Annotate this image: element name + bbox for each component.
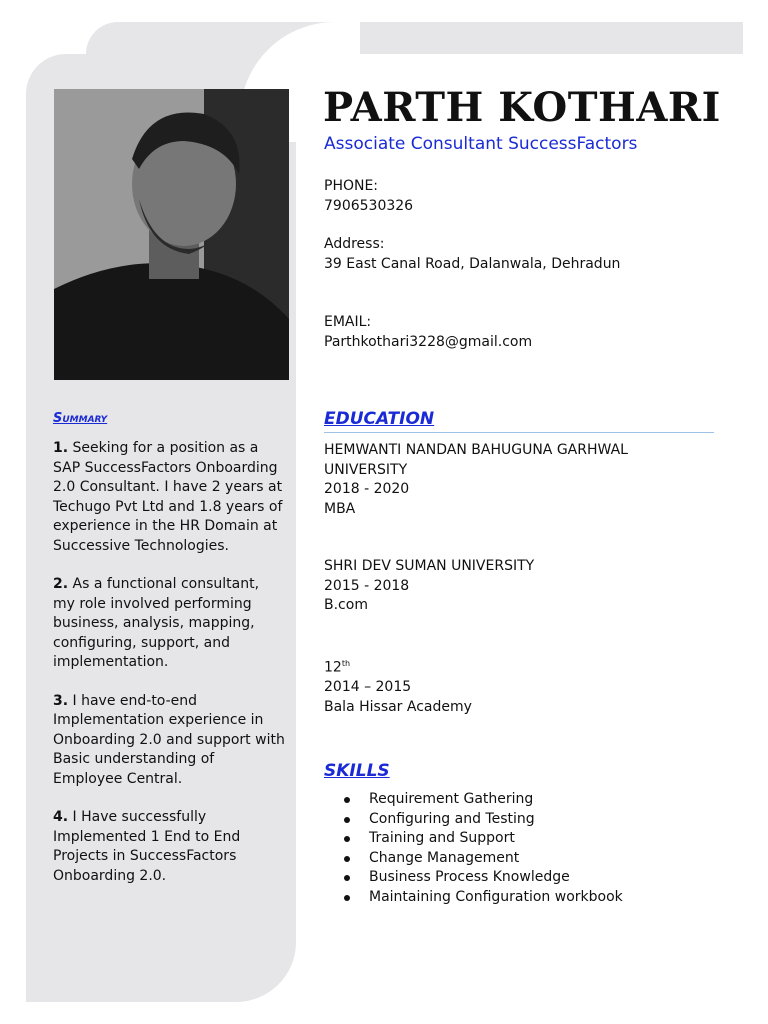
skill-label: Requirement Gathering xyxy=(369,791,534,807)
bullet-icon xyxy=(344,797,350,803)
summary-item-text: I have end-to-end Implementation experience in Onboarding 2.0 and support with Basic understanding of Employee Central. xyxy=(53,692,285,787)
summary-item-text: Seeking for a position as a SAP SuccessFactors Onboarding 2.0 Consultant. I have 2 years at Techugo Pvt Ltd and 1.8 years of experience in the HR Domain at Successive Technologies. xyxy=(53,440,283,554)
skill-item xyxy=(344,868,623,888)
skills-heading: SKILLS xyxy=(324,761,390,781)
bullet-icon xyxy=(344,895,350,901)
summary-item-text: As a functional consultant, my role involved performing business, analysis, mapping, configuring, support, and implementation. xyxy=(53,576,260,670)
profile-photo xyxy=(54,89,289,380)
skill-item xyxy=(344,829,623,849)
person-silhouette-icon xyxy=(54,89,289,380)
education-heading: EDUCATION xyxy=(324,409,435,429)
education-divider xyxy=(324,432,714,433)
summary-item xyxy=(53,575,285,673)
job-title: Associate Consultant SuccessFactors xyxy=(324,134,638,154)
skill-label: Configuring and Testing xyxy=(369,810,535,827)
address-label: Address: xyxy=(324,236,385,252)
phone-value: 7906530326 xyxy=(324,197,414,214)
education-institution: HEMWANTI NANDAN BAHUGUNA GARHWAL UNIVERSITY xyxy=(324,442,628,478)
skill-label: Change Management xyxy=(369,849,520,866)
email-label: EMAIL: xyxy=(324,314,372,330)
bullet-icon xyxy=(344,856,350,862)
education-degree: MBA xyxy=(324,500,356,517)
education-grade-suffix: th xyxy=(341,659,351,668)
skills-list xyxy=(344,790,623,907)
skill-label: Training and Support xyxy=(369,830,515,846)
education-school: Bala Hissar Academy xyxy=(324,698,472,715)
bullet-icon xyxy=(344,836,350,842)
education-grade xyxy=(324,654,714,678)
header-decoration xyxy=(86,22,743,54)
summary-item-number: 4. xyxy=(53,809,69,825)
education-degree: B.com xyxy=(324,597,368,613)
education-years: 2018 - 2020 xyxy=(324,481,410,497)
summary-section xyxy=(53,439,285,905)
education-entry xyxy=(324,441,714,519)
summary-item-number: 2. xyxy=(53,576,69,592)
skill-item xyxy=(344,810,623,830)
summary-item-text: I Have successfully Implemented 1 End to End Projects in SuccessFactors Onboarding 2.0. xyxy=(53,809,241,884)
summary-item-number: 3. xyxy=(53,692,69,709)
skill-label: Maintaining Configuration workbook xyxy=(369,888,623,905)
skill-item xyxy=(344,790,623,810)
candidate-name: PARTH KOTHARI xyxy=(323,84,721,131)
address-value: 39 East Canal Road, Dalanwala, Dehradun xyxy=(324,255,621,272)
education-entry xyxy=(324,654,714,717)
skill-label: Business Process Knowledge xyxy=(369,869,570,885)
summary-item-number: 1. xyxy=(53,440,69,456)
address-block xyxy=(324,235,620,274)
education-years: 2015 - 2018 xyxy=(324,577,410,594)
education-grade-number: 12 xyxy=(324,659,342,676)
email-value: Parthkothari3228@gmail.com xyxy=(324,333,533,350)
skill-item xyxy=(344,888,623,908)
skill-item xyxy=(344,849,623,869)
phone-block xyxy=(324,177,413,216)
email-block xyxy=(324,313,532,352)
bullet-icon xyxy=(344,817,350,823)
summary-item xyxy=(53,808,285,886)
summary-item xyxy=(53,439,285,556)
summary-item xyxy=(53,692,285,790)
phone-label: PHONE: xyxy=(324,178,379,194)
education-institution: SHRI DEV SUMAN UNIVERSITY xyxy=(324,558,535,574)
education-entry xyxy=(324,557,714,616)
bullet-icon xyxy=(344,875,350,881)
education-years: 2014 – 2015 xyxy=(324,679,412,696)
summary-heading: Summary xyxy=(53,411,108,426)
